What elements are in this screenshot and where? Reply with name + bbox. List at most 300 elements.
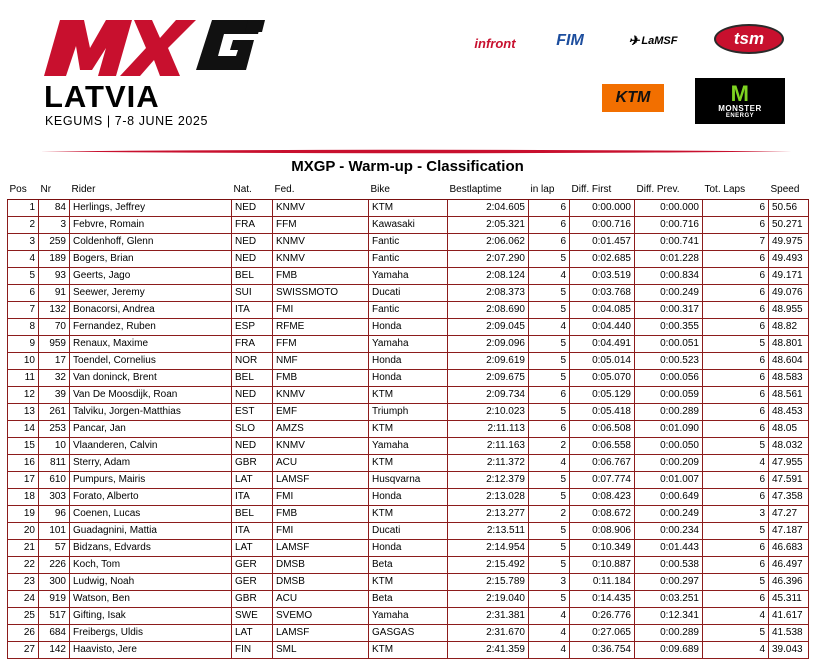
cell-rider: Coenen, Lucas bbox=[70, 505, 232, 522]
table-row bbox=[8, 488, 809, 505]
cell-diff-prev: 0:00.000 bbox=[635, 199, 703, 216]
cell-rider: Koch, Tom bbox=[70, 556, 232, 573]
mxgp-logo bbox=[40, 12, 265, 78]
cell-pos: 12 bbox=[8, 386, 39, 403]
cell-rider: Geerts, Jago bbox=[70, 267, 232, 284]
cell-in-lap: 6 bbox=[529, 420, 570, 437]
cell-pos: 9 bbox=[8, 335, 39, 352]
cell-bike: KTM bbox=[369, 505, 448, 522]
cell-nat: LAT bbox=[232, 624, 273, 641]
cell-bike: GASGAS bbox=[369, 624, 448, 641]
cell-bestlaptime: 2:12.379 bbox=[448, 471, 529, 488]
cell-speed: 48.955 bbox=[769, 301, 809, 318]
column-header-in-lap: in lap bbox=[529, 181, 570, 199]
cell-nat: NED bbox=[232, 233, 273, 250]
cell-bike: KTM bbox=[369, 573, 448, 590]
column-header-rider: Rider bbox=[70, 181, 232, 199]
table-row bbox=[8, 369, 809, 386]
cell-pos: 24 bbox=[8, 590, 39, 607]
table-body bbox=[8, 199, 809, 658]
cell-nat: LAT bbox=[232, 539, 273, 556]
cell-speed: 46.396 bbox=[769, 573, 809, 590]
cell-diff-prev: 0:00.716 bbox=[635, 216, 703, 233]
cell-bike: Yamaha bbox=[369, 267, 448, 284]
cell-nr: 226 bbox=[39, 556, 70, 573]
table-row bbox=[8, 318, 809, 335]
cell-bestlaptime: 2:09.619 bbox=[448, 352, 529, 369]
cell-speed: 49.171 bbox=[769, 267, 809, 284]
cell-bike: Yamaha bbox=[369, 437, 448, 454]
cell-rider: Van De Moosdijk, Roan bbox=[70, 386, 232, 403]
cell-nr: 189 bbox=[39, 250, 70, 267]
cell-diff-prev: 0:00.056 bbox=[635, 369, 703, 386]
cell-pos: 26 bbox=[8, 624, 39, 641]
cell-diff-prev: 0:00.355 bbox=[635, 318, 703, 335]
cell-tot-laps: 6 bbox=[703, 216, 769, 233]
cell-fed: KNMV bbox=[273, 386, 369, 403]
cell-pos: 10 bbox=[8, 352, 39, 369]
cell-nr: 684 bbox=[39, 624, 70, 641]
cell-bike: KTM bbox=[369, 420, 448, 437]
cell-diff-first: 0:08.906 bbox=[570, 522, 635, 539]
cell-bike: KTM bbox=[369, 454, 448, 471]
cell-rider: Febvre, Romain bbox=[70, 216, 232, 233]
cell-diff-prev: 0:00.297 bbox=[635, 573, 703, 590]
cell-diff-first: 0:00.000 bbox=[570, 199, 635, 216]
cell-nat: FIN bbox=[232, 641, 273, 658]
cell-nat: ESP bbox=[232, 318, 273, 335]
cell-nat: ITA bbox=[232, 301, 273, 318]
cell-nat: GBR bbox=[232, 454, 273, 471]
cell-tot-laps: 6 bbox=[703, 420, 769, 437]
cell-diff-prev: 0:00.234 bbox=[635, 522, 703, 539]
cell-diff-first: 0:05.418 bbox=[570, 403, 635, 420]
cell-rider: Seewer, Jeremy bbox=[70, 284, 232, 301]
monster-claw-icon: M bbox=[730, 80, 750, 106]
cell-in-lap: 5 bbox=[529, 556, 570, 573]
cell-tot-laps: 6 bbox=[703, 386, 769, 403]
cell-tot-laps: 5 bbox=[703, 335, 769, 352]
cell-nr: 811 bbox=[39, 454, 70, 471]
cell-bike: Honda bbox=[369, 318, 448, 335]
cell-diff-prev: 0:09.689 bbox=[635, 641, 703, 658]
cell-diff-prev: 0:00.209 bbox=[635, 454, 703, 471]
cell-in-lap: 5 bbox=[529, 539, 570, 556]
cell-diff-first: 0:04.085 bbox=[570, 301, 635, 318]
cell-speed: 47.358 bbox=[769, 488, 809, 505]
cell-bestlaptime: 2:05.321 bbox=[448, 216, 529, 233]
cell-nr: 959 bbox=[39, 335, 70, 352]
cell-fed: DMSB bbox=[273, 556, 369, 573]
table-row bbox=[8, 607, 809, 624]
cell-bike: Ducati bbox=[369, 284, 448, 301]
cell-tot-laps: 4 bbox=[703, 454, 769, 471]
cell-speed: 41.538 bbox=[769, 624, 809, 641]
cell-tot-laps: 3 bbox=[703, 505, 769, 522]
cell-bestlaptime: 2:31.381 bbox=[448, 607, 529, 624]
cell-diff-prev: 0:00.538 bbox=[635, 556, 703, 573]
ktm-logo: KTM bbox=[602, 84, 664, 112]
cell-speed: 41.617 bbox=[769, 607, 809, 624]
cell-bestlaptime: 2:08.124 bbox=[448, 267, 529, 284]
cell-pos: 14 bbox=[8, 420, 39, 437]
cell-bestlaptime: 2:11.372 bbox=[448, 454, 529, 471]
monster-logo-text: MONSTER bbox=[718, 103, 762, 113]
cell-speed: 47.27 bbox=[769, 505, 809, 522]
cell-rider: Bidzans, Edvards bbox=[70, 539, 232, 556]
table-row bbox=[8, 284, 809, 301]
cell-pos: 16 bbox=[8, 454, 39, 471]
cell-nr: 253 bbox=[39, 420, 70, 437]
cell-tot-laps: 6 bbox=[703, 556, 769, 573]
cell-pos: 13 bbox=[8, 403, 39, 420]
cell-in-lap: 6 bbox=[529, 233, 570, 250]
classification-table bbox=[7, 181, 809, 659]
cell-speed: 48.604 bbox=[769, 352, 809, 369]
cell-in-lap: 3 bbox=[529, 573, 570, 590]
cell-diff-prev: 0:01.090 bbox=[635, 420, 703, 437]
cell-nr: 261 bbox=[39, 403, 70, 420]
fim-logo: FIM bbox=[556, 32, 584, 49]
cell-diff-first: 0:02.685 bbox=[570, 250, 635, 267]
cell-rider: Renaux, Maxime bbox=[70, 335, 232, 352]
cell-pos: 25 bbox=[8, 607, 39, 624]
cell-nat: NED bbox=[232, 386, 273, 403]
table-row bbox=[8, 624, 809, 641]
cell-rider: Pumpurs, Mairis bbox=[70, 471, 232, 488]
cell-diff-first: 0:08.423 bbox=[570, 488, 635, 505]
table-header bbox=[8, 181, 809, 199]
cell-bike: Beta bbox=[369, 556, 448, 573]
cell-diff-prev: 0:01.443 bbox=[635, 539, 703, 556]
cell-fed: FMB bbox=[273, 369, 369, 386]
cell-nat: EST bbox=[232, 403, 273, 420]
cell-tot-laps: 5 bbox=[703, 437, 769, 454]
cell-in-lap: 5 bbox=[529, 403, 570, 420]
cell-fed: LAMSF bbox=[273, 624, 369, 641]
cell-bike: Honda bbox=[369, 369, 448, 386]
table-row bbox=[8, 556, 809, 573]
cell-nr: 57 bbox=[39, 539, 70, 556]
cell-pos: 17 bbox=[8, 471, 39, 488]
cell-tot-laps: 6 bbox=[703, 590, 769, 607]
cell-bestlaptime: 2:09.734 bbox=[448, 386, 529, 403]
cell-diff-first: 0:10.349 bbox=[570, 539, 635, 556]
cell-diff-prev: 0:00.523 bbox=[635, 352, 703, 369]
cell-bike: Yamaha bbox=[369, 607, 448, 624]
header-row bbox=[8, 181, 809, 199]
cell-speed: 47.591 bbox=[769, 471, 809, 488]
cell-tot-laps: 4 bbox=[703, 641, 769, 658]
cell-diff-first: 0:06.558 bbox=[570, 437, 635, 454]
cell-diff-prev: 0:01.228 bbox=[635, 250, 703, 267]
cell-diff-prev: 0:00.249 bbox=[635, 505, 703, 522]
cell-in-lap: 6 bbox=[529, 199, 570, 216]
cell-diff-prev: 0:00.649 bbox=[635, 488, 703, 505]
cell-tot-laps: 5 bbox=[703, 522, 769, 539]
cell-in-lap: 5 bbox=[529, 284, 570, 301]
cell-pos: 22 bbox=[8, 556, 39, 573]
table-row bbox=[8, 267, 809, 284]
cell-rider: Gifting, Isak bbox=[70, 607, 232, 624]
cell-in-lap: 4 bbox=[529, 607, 570, 624]
cell-speed: 48.453 bbox=[769, 403, 809, 420]
cell-diff-first: 0:08.672 bbox=[570, 505, 635, 522]
cell-bike: Ducati bbox=[369, 522, 448, 539]
cell-nat: LAT bbox=[232, 471, 273, 488]
cell-diff-prev: 0:01.007 bbox=[635, 471, 703, 488]
cell-rider: Ludwig, Noah bbox=[70, 573, 232, 590]
table-row bbox=[8, 522, 809, 539]
cell-pos: 8 bbox=[8, 318, 39, 335]
cell-fed: LAMSF bbox=[273, 471, 369, 488]
cell-nr: 919 bbox=[39, 590, 70, 607]
event-name: LATVIA bbox=[44, 79, 160, 114]
cell-fed: FFM bbox=[273, 216, 369, 233]
cell-rider: Pancar, Jan bbox=[70, 420, 232, 437]
cell-diff-first: 0:14.435 bbox=[570, 590, 635, 607]
cell-speed: 50.271 bbox=[769, 216, 809, 233]
cell-bike: Husqvarna bbox=[369, 471, 448, 488]
cell-bestlaptime: 2:09.096 bbox=[448, 335, 529, 352]
cell-nr: 70 bbox=[39, 318, 70, 335]
table-row bbox=[8, 352, 809, 369]
cell-rider: Haavisto, Jere bbox=[70, 641, 232, 658]
cell-diff-first: 0:01.457 bbox=[570, 233, 635, 250]
cell-pos: 4 bbox=[8, 250, 39, 267]
cell-nr: 32 bbox=[39, 369, 70, 386]
infront-logo: infront bbox=[474, 35, 516, 51]
cell-nr: 610 bbox=[39, 471, 70, 488]
cell-diff-first: 0:04.440 bbox=[570, 318, 635, 335]
cell-nat: BEL bbox=[232, 267, 273, 284]
cell-bike: Yamaha bbox=[369, 335, 448, 352]
cell-fed: AMZS bbox=[273, 420, 369, 437]
cell-tot-laps: 6 bbox=[703, 352, 769, 369]
cell-nr: 517 bbox=[39, 607, 70, 624]
cell-in-lap: 5 bbox=[529, 301, 570, 318]
lamsf-logo-text: LaMSF bbox=[641, 35, 678, 47]
cell-tot-laps: 5 bbox=[703, 573, 769, 590]
cell-fed: SML bbox=[273, 641, 369, 658]
cell-tot-laps: 6 bbox=[703, 284, 769, 301]
cell-bestlaptime: 2:13.511 bbox=[448, 522, 529, 539]
cell-bestlaptime: 2:10.023 bbox=[448, 403, 529, 420]
column-header-bestlaptime: Bestlaptime bbox=[448, 181, 529, 199]
cell-speed: 48.032 bbox=[769, 437, 809, 454]
cell-speed: 46.683 bbox=[769, 539, 809, 556]
cell-pos: 15 bbox=[8, 437, 39, 454]
cell-rider: Watson, Ben bbox=[70, 590, 232, 607]
table-row bbox=[8, 590, 809, 607]
cell-fed: ACU bbox=[273, 454, 369, 471]
cell-bike: Beta bbox=[369, 590, 448, 607]
cell-fed: FMB bbox=[273, 505, 369, 522]
cell-pos: 18 bbox=[8, 488, 39, 505]
cell-bike: Honda bbox=[369, 352, 448, 369]
cell-nat: SUI bbox=[232, 284, 273, 301]
column-header-nat: Nat. bbox=[232, 181, 273, 199]
cell-nat: SWE bbox=[232, 607, 273, 624]
cell-in-lap: 4 bbox=[529, 318, 570, 335]
cell-diff-prev: 0:00.051 bbox=[635, 335, 703, 352]
cell-pos: 2 bbox=[8, 216, 39, 233]
cell-diff-prev: 0:12.341 bbox=[635, 607, 703, 624]
column-header-nr: Nr bbox=[39, 181, 70, 199]
cell-fed: EMF bbox=[273, 403, 369, 420]
table-row bbox=[8, 403, 809, 420]
cell-fed: ACU bbox=[273, 590, 369, 607]
cell-bestlaptime: 2:19.040 bbox=[448, 590, 529, 607]
cell-in-lap: 5 bbox=[529, 590, 570, 607]
column-header-fed: Fed. bbox=[273, 181, 369, 199]
table-row bbox=[8, 233, 809, 250]
table-row bbox=[8, 641, 809, 658]
cell-nr: 300 bbox=[39, 573, 70, 590]
cell-nr: 96 bbox=[39, 505, 70, 522]
cell-speed: 48.561 bbox=[769, 386, 809, 403]
cell-diff-prev: 0:00.289 bbox=[635, 624, 703, 641]
cell-in-lap: 5 bbox=[529, 369, 570, 386]
table-row bbox=[8, 301, 809, 318]
cell-diff-prev: 0:00.317 bbox=[635, 301, 703, 318]
table-row bbox=[8, 573, 809, 590]
cell-bestlaptime: 2:04.605 bbox=[448, 199, 529, 216]
cell-in-lap: 4 bbox=[529, 454, 570, 471]
cell-tot-laps: 6 bbox=[703, 488, 769, 505]
cell-nat: NED bbox=[232, 199, 273, 216]
cell-speed: 48.801 bbox=[769, 335, 809, 352]
cell-diff-first: 0:03.519 bbox=[570, 267, 635, 284]
lamsf-flag-icon: ✈ bbox=[628, 33, 640, 48]
cell-speed: 47.955 bbox=[769, 454, 809, 471]
table-row bbox=[8, 420, 809, 437]
cell-bestlaptime: 2:11.113 bbox=[448, 420, 529, 437]
cell-nat: BEL bbox=[232, 505, 273, 522]
cell-nat: FRA bbox=[232, 335, 273, 352]
cell-tot-laps: 6 bbox=[703, 250, 769, 267]
cell-nr: 3 bbox=[39, 216, 70, 233]
cell-diff-first: 0:05.129 bbox=[570, 386, 635, 403]
cell-diff-first: 0:04.491 bbox=[570, 335, 635, 352]
cell-diff-prev: 0:03.251 bbox=[635, 590, 703, 607]
cell-diff-first: 0:11.184 bbox=[570, 573, 635, 590]
cell-fed: KNMV bbox=[273, 437, 369, 454]
cell-rider: Fernandez, Ruben bbox=[70, 318, 232, 335]
cell-bestlaptime: 2:07.290 bbox=[448, 250, 529, 267]
cell-nat: ITA bbox=[232, 488, 273, 505]
cell-pos: 21 bbox=[8, 539, 39, 556]
cell-diff-first: 0:26.776 bbox=[570, 607, 635, 624]
cell-tot-laps: 6 bbox=[703, 301, 769, 318]
cell-in-lap: 4 bbox=[529, 624, 570, 641]
cell-bestlaptime: 2:14.954 bbox=[448, 539, 529, 556]
cell-fed: LAMSF bbox=[273, 539, 369, 556]
cell-speed: 46.497 bbox=[769, 556, 809, 573]
cell-diff-first: 0:10.887 bbox=[570, 556, 635, 573]
column-header-speed: Speed bbox=[769, 181, 809, 199]
cell-in-lap: 5 bbox=[529, 488, 570, 505]
cell-fed: RFME bbox=[273, 318, 369, 335]
cell-fed: KNMV bbox=[273, 233, 369, 250]
table-row bbox=[8, 250, 809, 267]
cell-pos: 1 bbox=[8, 199, 39, 216]
cell-rider: Guadagnini, Mattia bbox=[70, 522, 232, 539]
cell-bike: KTM bbox=[369, 386, 448, 403]
cell-bike: Kawasaki bbox=[369, 216, 448, 233]
cell-in-lap: 5 bbox=[529, 250, 570, 267]
cell-speed: 49.076 bbox=[769, 284, 809, 301]
lamsf-logo bbox=[620, 30, 686, 52]
cell-diff-first: 0:36.754 bbox=[570, 641, 635, 658]
cell-fed: KNMV bbox=[273, 199, 369, 216]
tsm-logo: tsm bbox=[714, 24, 784, 54]
cell-nr: 39 bbox=[39, 386, 70, 403]
cell-bestlaptime: 2:11.163 bbox=[448, 437, 529, 454]
table-row bbox=[8, 335, 809, 352]
cell-fed: SVEMO bbox=[273, 607, 369, 624]
column-header-diff-first: Diff. First bbox=[570, 181, 635, 199]
cell-nat: BEL bbox=[232, 369, 273, 386]
cell-nat: SLO bbox=[232, 420, 273, 437]
cell-fed: FMI bbox=[273, 488, 369, 505]
cell-rider: Bogers, Brian bbox=[70, 250, 232, 267]
cell-bestlaptime: 2:15.789 bbox=[448, 573, 529, 590]
cell-speed: 48.05 bbox=[769, 420, 809, 437]
column-header-pos: Pos bbox=[8, 181, 39, 199]
cell-rider: Toendel, Cornelius bbox=[70, 352, 232, 369]
cell-tot-laps: 6 bbox=[703, 267, 769, 284]
cell-diff-first: 0:00.716 bbox=[570, 216, 635, 233]
cell-bestlaptime: 2:41.359 bbox=[448, 641, 529, 658]
cell-nat: GER bbox=[232, 556, 273, 573]
cell-diff-prev: 0:00.059 bbox=[635, 386, 703, 403]
cell-nat: GER bbox=[232, 573, 273, 590]
cell-nr: 84 bbox=[39, 199, 70, 216]
cell-nr: 10 bbox=[39, 437, 70, 454]
cell-pos: 7 bbox=[8, 301, 39, 318]
cell-diff-first: 0:06.767 bbox=[570, 454, 635, 471]
cell-diff-prev: 0:00.834 bbox=[635, 267, 703, 284]
cell-speed: 45.311 bbox=[769, 590, 809, 607]
cell-bike: KTM bbox=[369, 641, 448, 658]
cell-nat: NED bbox=[232, 250, 273, 267]
cell-tot-laps: 4 bbox=[703, 607, 769, 624]
cell-nr: 142 bbox=[39, 641, 70, 658]
cell-nat: GBR bbox=[232, 590, 273, 607]
cell-in-lap: 6 bbox=[529, 386, 570, 403]
cell-rider: Coldenhoff, Glenn bbox=[70, 233, 232, 250]
cell-speed: 47.187 bbox=[769, 522, 809, 539]
cell-nr: 132 bbox=[39, 301, 70, 318]
cell-nat: ITA bbox=[232, 522, 273, 539]
cell-bike: Fantic bbox=[369, 233, 448, 250]
cell-rider: Forato, Alberto bbox=[70, 488, 232, 505]
cell-diff-first: 0:05.070 bbox=[570, 369, 635, 386]
cell-in-lap: 6 bbox=[529, 216, 570, 233]
table-row bbox=[8, 471, 809, 488]
column-header-tot-laps: Tot. Laps bbox=[703, 181, 769, 199]
cell-speed: 48.82 bbox=[769, 318, 809, 335]
cell-bike: Honda bbox=[369, 539, 448, 556]
cell-diff-first: 0:03.768 bbox=[570, 284, 635, 301]
table-row bbox=[8, 505, 809, 522]
cell-fed: FMI bbox=[273, 522, 369, 539]
cell-pos: 3 bbox=[8, 233, 39, 250]
cell-pos: 19 bbox=[8, 505, 39, 522]
cell-diff-first: 0:05.014 bbox=[570, 352, 635, 369]
cell-in-lap: 5 bbox=[529, 352, 570, 369]
